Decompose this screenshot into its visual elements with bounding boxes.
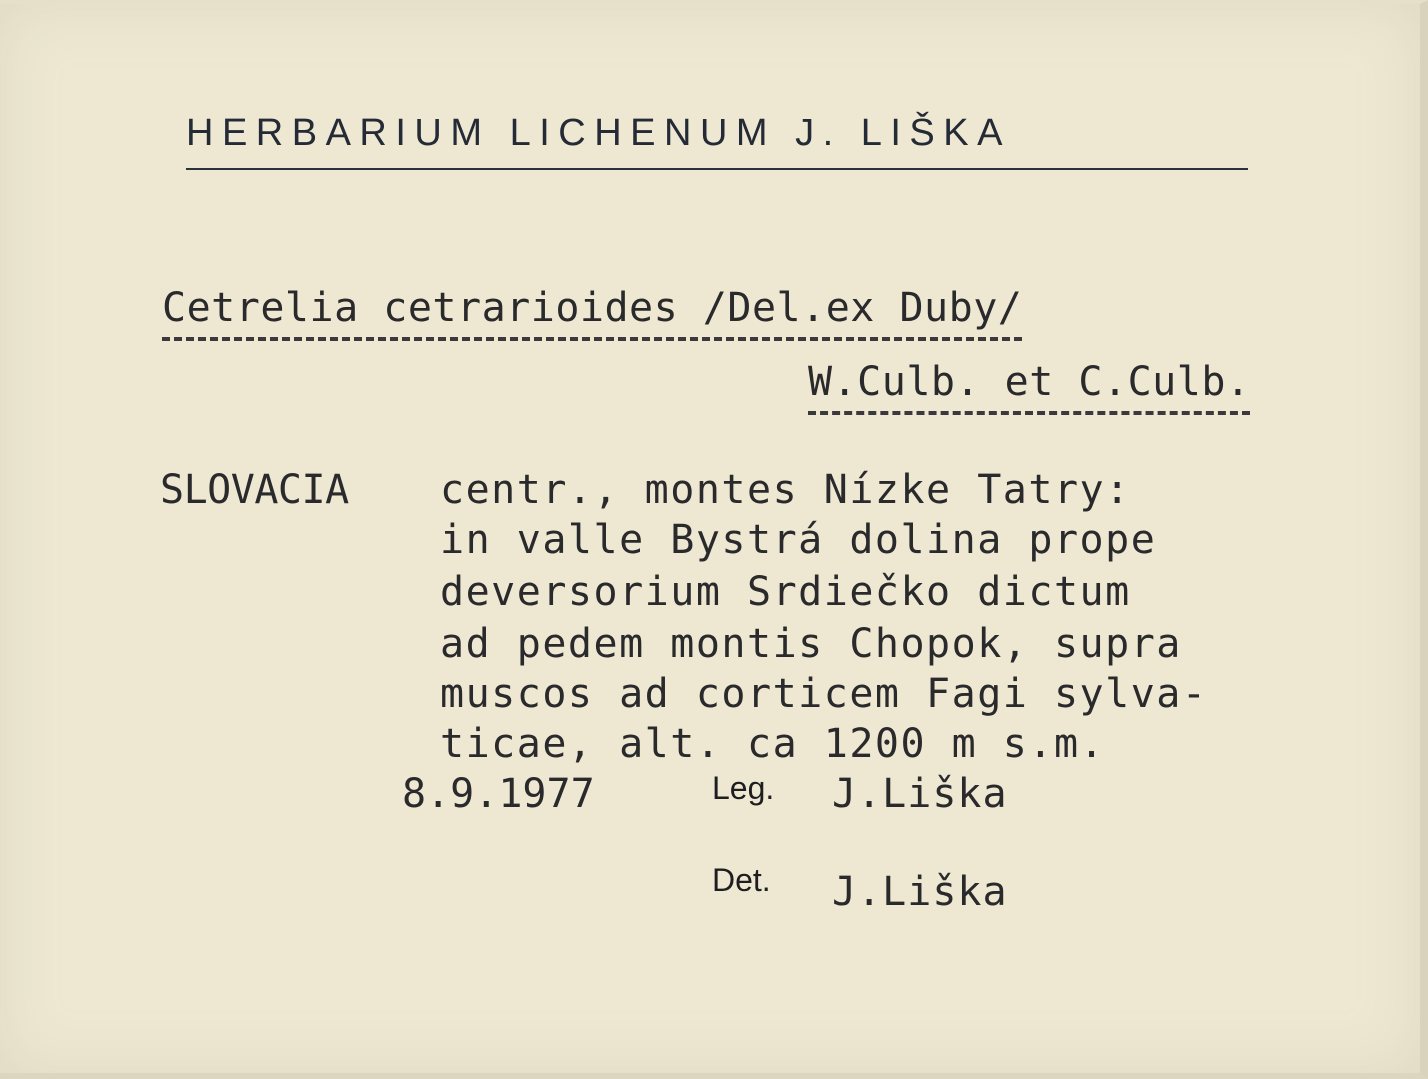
locality-line: ticae, alt. ca 1200 m s.m.	[440, 721, 1106, 767]
herbarium-title: HERBARIUM LICHENUM J. LIŠKA	[186, 112, 1011, 154]
locality-line: in valle Bystrá dolina prope	[440, 517, 1157, 563]
leg-label: Leg.	[712, 770, 775, 806]
taxon-name-line-1	[162, 282, 1022, 334]
collector-name: J.Liška	[832, 771, 1008, 817]
title-divider	[186, 168, 1248, 170]
taxon-name-line-2	[808, 356, 1250, 408]
taxon-author-text: W.Culb. et C.Culb.	[808, 359, 1250, 415]
collection-date: 8.9.1977	[402, 771, 595, 817]
locality-line: ad pedem montis Chopok, supra	[440, 621, 1182, 667]
locality-line: centr., montes Nízke Tatry:	[440, 467, 1131, 513]
country: SLOVACIA	[160, 467, 349, 513]
taxon-name-text-1: Cetrelia cetrarioides /Del.ex Duby/	[162, 285, 1022, 341]
locality-line: muscos ad corticem Fagi sylva-	[440, 671, 1208, 717]
locality-line: deversorium Srdiečko dictum	[440, 569, 1131, 615]
determiner-name: J.Liška	[832, 869, 1008, 915]
det-label: Det.	[712, 862, 771, 898]
